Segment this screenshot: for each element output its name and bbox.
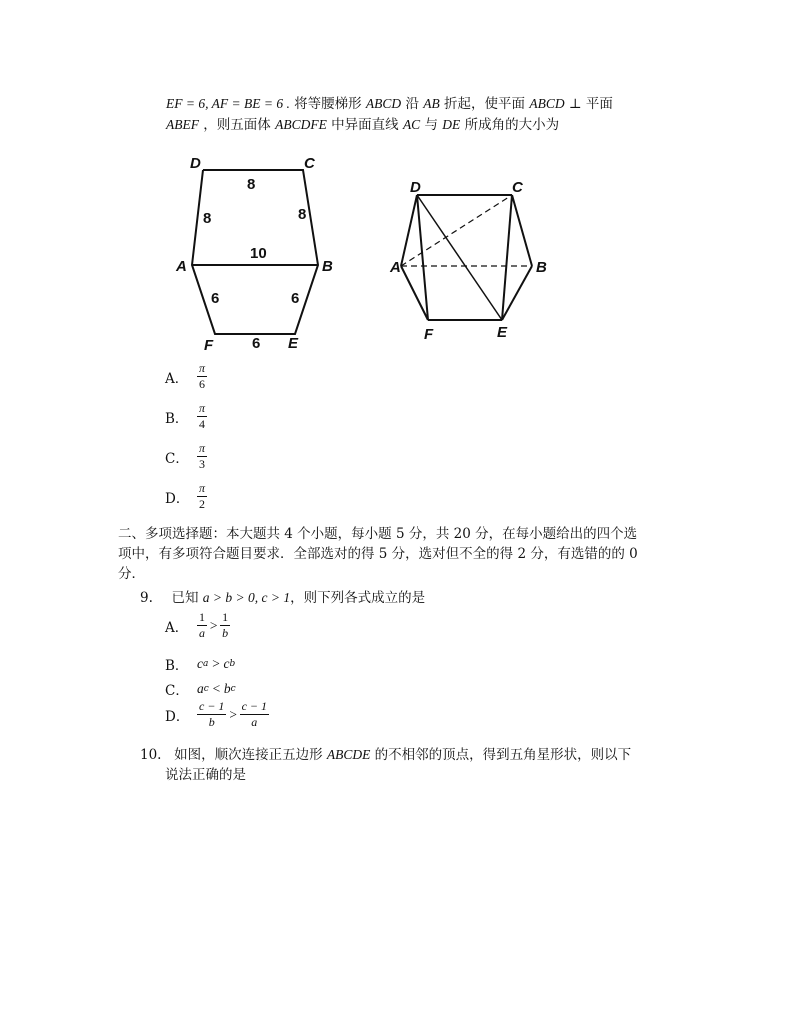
q8-stem-line2: ABEF ，则五面体 ABCDFE 中异面直线 AC 与 DE 所成角的大小为 <box>166 117 560 133</box>
edge-da <box>401 195 417 266</box>
q8-option-d[interactable]: D． $\frac{\pi}{2}$ <box>165 481 206 511</box>
right-label-c: C <box>512 179 523 196</box>
fraction: $\frac{\pi}{2}$ <box>199 481 206 511</box>
left-label-d: D <box>190 155 201 172</box>
left-label-c: C <box>304 155 315 172</box>
length-dc: 8 <box>247 176 256 193</box>
left-label-e: E <box>288 335 299 352</box>
fraction-right: $\frac{1}{b}$ <box>222 610 229 640</box>
q9-number: 9. <box>140 590 153 606</box>
edge-cb <box>512 195 532 266</box>
fraction-left: $\frac{1}{a}$ <box>199 610 205 640</box>
right-label-d: D <box>410 179 421 196</box>
length-da: 8 <box>203 210 212 227</box>
edge-de <box>417 195 502 320</box>
fraction: $\frac{\pi}{3}$ <box>199 441 206 471</box>
right-label-f: F <box>424 326 434 343</box>
q9-option-b[interactable]: B． c a > c b <box>165 656 236 674</box>
edge-ce <box>502 195 512 320</box>
length-cb: 8 <box>298 206 307 223</box>
right-label-b: B <box>536 259 547 276</box>
left-label-b: B <box>322 258 333 275</box>
left-label-a: A <box>176 258 187 275</box>
length-af: 6 <box>211 290 220 307</box>
q8-figures <box>160 148 560 358</box>
section2-line2: 项中，有多项符合题目要求．全部选对的得 5 分，选对但不全的得 2 分，有选错的的 0 <box>118 546 638 562</box>
q9-option-a[interactable]: A． $\frac{1}{a}$ > $\frac{1}{b}$ <box>165 610 229 640</box>
length-be: 6 <box>291 290 300 307</box>
length-fe: 6 <box>252 335 261 352</box>
fraction-right: $\frac{c - 1}{a}$ <box>241 699 267 729</box>
q9-option-d[interactable]: D． $\frac{c - 1}{b}$ > $\frac{c - 1}{a}$ <box>165 699 267 729</box>
q9-option-c[interactable]: C． a c < b c <box>165 681 236 699</box>
section2-line3: 分． <box>118 566 145 582</box>
right-label-e: E <box>497 324 508 341</box>
q8-option-a[interactable]: A． $\frac{\pi}{6}$ <box>165 361 206 391</box>
q10-stem-line2: 说法正确的是 <box>165 767 246 783</box>
q10-number: 10. <box>140 747 162 763</box>
q8-stem-line1: EF = 6, AF = BE = 6 . 将等腰梯形 ABCD 沿 AB 折起，使平面 ABCD ⊥ 平面 <box>166 96 613 112</box>
q8-option-b[interactable]: B． $\frac{\pi}{4}$ <box>165 401 206 431</box>
fraction: $\frac{\pi}{6}$ <box>199 361 206 391</box>
length-ab: 10 <box>250 245 267 262</box>
left-label-f: F <box>204 337 214 354</box>
q10-stem-line1: 10. 如图，顺次连接正五边形 ABCDE 的不相邻的顶点，得到五角星形状，则以下 <box>140 747 632 763</box>
figure-folded-pentahedron <box>401 195 532 320</box>
section2-line1: 二、多项选择题：本大题共 4 个小题，每小题 5 分，共 20 分，在每小题给出的四个选 <box>118 526 638 542</box>
q8-option-c[interactable]: C． $\frac{\pi}{3}$ <box>165 441 206 471</box>
fraction: $\frac{\pi}{4}$ <box>199 401 206 431</box>
fraction-left: $\frac{c - 1}{b}$ <box>199 699 225 729</box>
right-label-a: A <box>390 259 401 276</box>
q9-stem: 9. 已知 a > b > 0, c > 1，则下列各式成立的是 <box>140 590 426 606</box>
